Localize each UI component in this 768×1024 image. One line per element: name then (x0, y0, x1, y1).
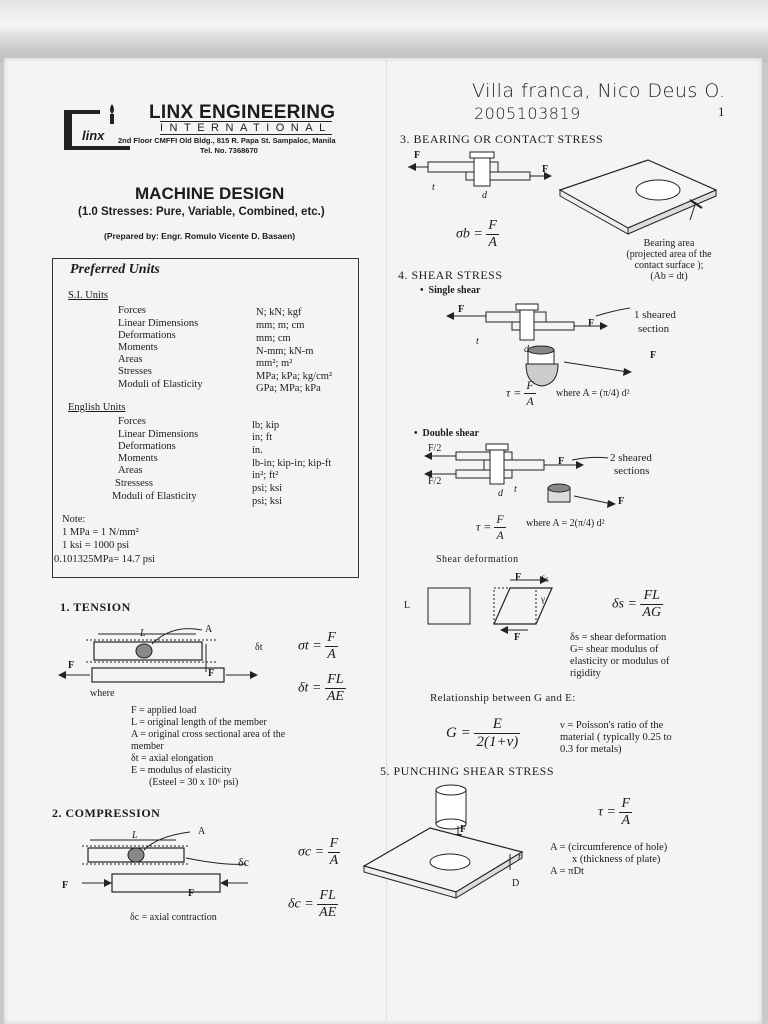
definition-line: (Esteel = 30 x 10⁶ psi) (149, 777, 239, 788)
eq-numerator: F (327, 630, 336, 645)
english-value: psi; ksi (252, 483, 283, 494)
single-shear-area: where A = (π/4) d² (556, 388, 630, 399)
note-line: 1 ksi = 1000 psi (62, 540, 130, 551)
label-F: F (414, 150, 421, 161)
label-delta-t: δt (255, 642, 263, 653)
si-value: mm²; m² (256, 358, 293, 369)
eq-lhs: δs = (612, 596, 637, 612)
si-heading: S.I. Units (68, 290, 108, 301)
caption-line: Bearing area (643, 238, 695, 249)
double-sheared-label (610, 452, 652, 478)
definition-line: member (131, 741, 164, 752)
label-L: L (132, 830, 138, 841)
si-value: MPa; kPa; kg/cm² (256, 371, 333, 382)
label-F: F (650, 350, 657, 361)
english-value: in²; ft² (252, 470, 279, 481)
eq-fraction (328, 836, 341, 869)
label-F-half: F/2 (428, 443, 442, 454)
definition-line: F = applied load (131, 705, 197, 716)
label-line: 2 sheared (610, 452, 652, 464)
area-line: A = πDt (550, 866, 584, 877)
eq-denominator: AE (319, 905, 337, 920)
english-label: Stressess (115, 478, 153, 489)
note-label: Note: (62, 514, 86, 525)
single-shear-label: Single shear (428, 285, 481, 296)
label-F: F (588, 318, 595, 329)
eq-fraction (619, 796, 632, 829)
eq-denominator: 2(1+ν) (476, 734, 519, 750)
compression-definition: δc = axial contraction (130, 912, 217, 923)
label-F: F (62, 880, 69, 891)
eq-denominator: A (496, 528, 504, 542)
label-F-half: F/2 (428, 476, 442, 487)
english-value: in. (252, 445, 263, 456)
eq-denominator: A (488, 235, 497, 250)
eq-numerator: F (526, 378, 534, 392)
eq-denominator: A (526, 394, 534, 408)
caption-line: contact surface ); (634, 260, 704, 271)
note-line: 1 MPa = 1 N/mm² (62, 527, 139, 538)
label-F: F (514, 632, 521, 643)
eq-fraction (494, 512, 505, 543)
si-value: mm; cm (256, 333, 291, 344)
bearing-caption (616, 238, 722, 282)
si-label: Stresses (118, 366, 152, 377)
company-name: LINX ENGINEERING (149, 102, 336, 123)
english-value: in; ft (252, 432, 273, 443)
eq-numerator: F (496, 512, 504, 526)
label-d: d (524, 344, 529, 355)
si-label: Deformations (118, 330, 176, 341)
eq-fraction (325, 672, 346, 705)
punching-heading: 5. PUNCHING SHEAR STRESS (380, 764, 555, 778)
definition-line: E = modulus of elasticity (131, 765, 232, 776)
shear-heading: 4. SHEAR STRESS (398, 268, 503, 282)
relationship-heading: Relationship between G and E: (430, 692, 576, 704)
punching-area-def (550, 842, 667, 878)
eq-denominator: AE (326, 689, 344, 704)
bearing-eq (456, 218, 499, 251)
label-D: D (512, 878, 520, 889)
eq-fraction (486, 218, 499, 251)
note-line: G= shear modulus of (570, 644, 659, 655)
poisson-note (560, 720, 672, 756)
si-label: Forces (118, 305, 146, 316)
company-address: 2nd Floor CMFFI Old Bldg., 815 R. Papa St. Sampaloc, Manila (118, 136, 336, 145)
english-label: Deformations (118, 441, 176, 452)
eq-fraction (325, 630, 338, 663)
label-F: F (558, 456, 565, 467)
shear-deformation-eq (612, 588, 663, 621)
shear-deformation-heading: Shear deformation (436, 554, 519, 565)
label-A: A (205, 624, 213, 635)
english-value: lb-in; kip-in; kip-ft (252, 458, 332, 469)
eq-fraction (524, 378, 535, 409)
handwritten-id: 2005103819 (474, 104, 581, 123)
si-value: mm; m; cm (256, 320, 305, 331)
eq-lhs: δc = (288, 896, 314, 912)
label-d: d (498, 488, 503, 499)
compression-contraction-eq (288, 888, 338, 921)
note-line: rigidity (570, 668, 601, 679)
si-label: Linear Dimensions (118, 318, 199, 329)
prepared-by: (Prepared by: Engr. Romulo Vicente D. Basaen) (104, 231, 296, 241)
page-title: MACHINE DESIGN (135, 184, 285, 203)
area-line: x (thickness of plate) (572, 854, 661, 865)
si-label: Areas (118, 354, 143, 365)
label-L: L (140, 628, 146, 639)
note-line: 0.101325MPa= 14.7 psi (54, 554, 156, 565)
eq-numerator: E (474, 716, 520, 734)
eq-numerator: F (329, 836, 339, 851)
english-heading: English Units (68, 402, 126, 413)
si-label: Moduli of Elasticity (118, 379, 203, 390)
note-line: 0.3 for metals) (560, 744, 622, 755)
tension-diagram (56, 620, 266, 700)
english-value: lb; kip (252, 420, 280, 431)
eq-numerator: F (621, 796, 631, 811)
label-t: t (432, 182, 435, 193)
tension-definitions (131, 705, 285, 789)
eq-fraction (640, 588, 663, 621)
si-value: N; kN; kgf (256, 307, 302, 318)
eq-numerator: F (488, 218, 497, 233)
bearing-plate-diagram (558, 150, 728, 240)
double-shear-heading: • Double shear (414, 428, 479, 439)
company-subtitle: INTERNATIONAL (160, 122, 332, 134)
shear-deformation-notes (570, 632, 669, 680)
english-label: Areas (118, 465, 143, 476)
eq-lhs: δt = (298, 680, 322, 696)
relationship-eq (446, 716, 520, 751)
eq-denominator: AG (642, 605, 662, 620)
tension-elongation-eq (298, 672, 346, 705)
double-shear-area: where A = 2(π/4) d² (526, 518, 605, 529)
caption-line: (Ab = dt) (650, 271, 688, 282)
label-line: section (638, 323, 670, 335)
eq-lhs: σt = (298, 638, 322, 654)
si-label: Moments (118, 342, 158, 353)
label-t: t (476, 336, 479, 347)
note-line: material ( typically 0.25 to (560, 732, 672, 743)
single-shear-heading: • Single shear (420, 285, 481, 296)
page-number: 1 (718, 104, 725, 119)
eq-lhs: τ = (476, 519, 492, 534)
label-F: F (68, 660, 75, 671)
shear-deformation-diagram (398, 572, 578, 638)
note-line: elasticity or modulus of (570, 656, 670, 667)
eq-fraction (317, 888, 338, 921)
area-line: A = (circumference of hole) (550, 842, 668, 853)
label-delta-c: δc (238, 855, 249, 869)
label-F: F (460, 824, 467, 835)
label-line: 1 sheared (634, 309, 676, 321)
single-shear-diagram (446, 302, 666, 402)
caption-line: (projected area of the (626, 249, 712, 260)
punching-eq (598, 796, 632, 829)
logo-text: linx (82, 128, 105, 143)
eq-numerator: FL (317, 888, 338, 905)
note-line: δs = shear deformation (570, 632, 667, 643)
label-t: t (518, 852, 521, 863)
units-title: Preferred Units (70, 262, 160, 277)
double-shear-eq (476, 512, 506, 543)
eq-lhs: σb = (456, 226, 483, 242)
si-value: N-mm; kN-m (256, 346, 314, 357)
label-t: t (514, 484, 517, 495)
bearing-heading: 3. BEARING OR CONTACT STRESS (400, 132, 604, 146)
where-label: where (90, 688, 115, 699)
double-shear-label: Double shear (422, 428, 479, 439)
definition-line: δt = axial elongation (131, 753, 214, 764)
label-delta-s: δs (541, 574, 549, 584)
eq-numerator: FL (325, 672, 346, 689)
si-value: GPa; MPa; kPa (256, 383, 321, 394)
label-line: sections (614, 465, 650, 477)
label-F: F (458, 304, 465, 315)
label-gamma: γ (541, 594, 545, 604)
handwritten-name: Villa franca, Nico Deus O. (472, 80, 726, 102)
english-value: psi; ksi (252, 496, 283, 507)
definition-line: L = original length of the member (131, 717, 267, 728)
eq-lhs: τ = (598, 804, 616, 820)
compression-heading: 2. COMPRESSION (52, 806, 161, 820)
eq-lhs: τ = (506, 385, 522, 400)
punching-diagram (360, 782, 540, 908)
english-label: Linear Dimensions (118, 429, 199, 440)
label-F: F (208, 668, 215, 679)
eq-denominator: A (329, 853, 339, 868)
company-tel: Tel. No. 7368670 (200, 146, 258, 155)
tension-heading: 1. TENSION (60, 600, 131, 614)
label-d: d (482, 190, 487, 201)
label-F: F (542, 164, 549, 175)
page-subtitle: (1.0 Stresses: Pure, Variable, Combined, etc.) (78, 206, 325, 218)
label-L: L (404, 600, 411, 611)
eq-lhs: σc = (298, 844, 325, 860)
single-shear-eq (506, 378, 536, 409)
eq-denominator: A (327, 647, 336, 662)
eq-fraction (474, 716, 520, 751)
english-label: Moduli of Elasticity (112, 491, 197, 502)
definition-line: A = original cross sectional area of the (131, 729, 286, 740)
english-label: Forces (118, 416, 146, 427)
label-F: F (618, 496, 625, 507)
tension-stress-eq (298, 630, 338, 663)
eq-numerator: FL (640, 588, 663, 605)
label-A: A (198, 826, 206, 837)
label-F: F (515, 572, 522, 583)
bearing-joint-diagram (408, 150, 568, 206)
eq-lhs: G = (446, 724, 471, 741)
eq-denominator: A (621, 813, 631, 828)
single-sheared-label (634, 308, 676, 336)
note-line: ν = Poisson's ratio of the (560, 720, 664, 731)
compression-stress-eq (298, 836, 340, 869)
english-label: Moments (118, 453, 158, 464)
label-F: F (188, 888, 195, 899)
scanner-bed-top (0, 0, 768, 62)
